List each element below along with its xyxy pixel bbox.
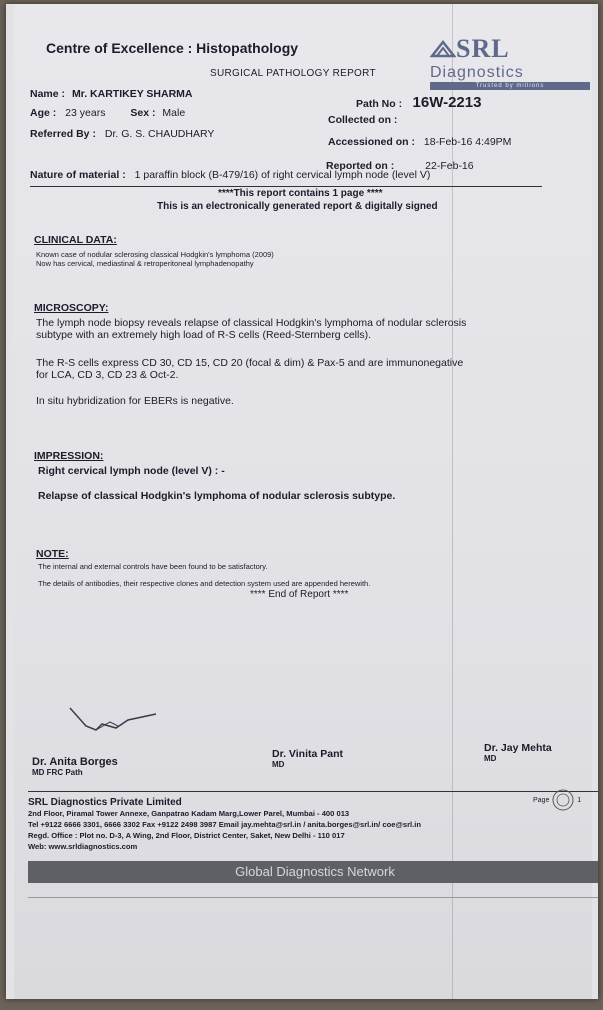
signatory-3 bbox=[484, 742, 552, 763]
impression-diagnosis: Relapse of classical Hodgkin's lymphoma of nodular sclerosis subtype. bbox=[38, 490, 396, 502]
note-heading: NOTE: bbox=[36, 548, 69, 560]
signatory-1 bbox=[32, 756, 118, 777]
header-rule bbox=[30, 186, 542, 187]
microscopy-paragraph-3: In situ hybridization for EBERs is negative. bbox=[36, 395, 234, 407]
accessioned-label: Accessioned on : bbox=[328, 136, 415, 148]
report-page bbox=[6, 4, 598, 999]
report-type: SURGICAL PATHOLOGY REPORT bbox=[210, 68, 376, 79]
material-row bbox=[30, 169, 430, 181]
signatory-3-title: MD bbox=[484, 754, 497, 763]
collected-row bbox=[328, 114, 403, 126]
signatory-1-name: Dr. Anita Borges bbox=[32, 756, 118, 768]
signatory-2-name: Dr. Vinita Pant bbox=[272, 748, 343, 760]
signatory-3-name: Dr. Jay Mehta bbox=[484, 742, 552, 754]
electronic-notice: This is an electronically generated report & digitally signed bbox=[157, 201, 438, 212]
referred-by: Dr. G. S. CHAUDHARY bbox=[104, 128, 215, 140]
footer-web: Web: www.srldiagnostics.com bbox=[28, 842, 138, 851]
referred-row bbox=[30, 128, 214, 140]
global-network-band: Global Diagnostics Network bbox=[28, 861, 598, 883]
signature-scribble-icon bbox=[66, 700, 166, 740]
patient-name: Mr. KARTIKEY SHARMA bbox=[71, 88, 193, 100]
srl-logo bbox=[430, 34, 595, 90]
microscopy-heading: MICROSCOPY: bbox=[34, 302, 109, 314]
reported-value: 22-Feb-16 bbox=[425, 160, 474, 172]
impression-site: Right cervical lymph node (level V) : - bbox=[38, 465, 225, 477]
clinical-heading: CLINICAL DATA: bbox=[34, 234, 117, 246]
footer-regd: Regd. Office : Plot no. D-3, A Wing, 2nd Floor, District Center, Saket, New Delhi - 110 017 bbox=[28, 831, 345, 840]
logo-name: SRL bbox=[456, 34, 510, 63]
logo-tagline: Trusted by millions bbox=[430, 82, 590, 90]
footer-company: SRL Diagnostics Private Limited bbox=[28, 797, 182, 808]
page-indicator bbox=[533, 788, 581, 812]
path-number: 16W-2213 bbox=[412, 94, 482, 111]
footer-address: 2nd Floor, Piramal Tower Annexe, Ganpatrao Kadam Marg,Lower Parel, Mumbai - 400 013 bbox=[28, 809, 350, 818]
collected-label: Collected on : bbox=[328, 114, 398, 126]
name-label: Name : bbox=[30, 88, 66, 100]
pages-notice: ****This report contains 1 page **** bbox=[218, 188, 383, 199]
microscopy-paragraph-1: The lymph node biopsy reveals relapse of classical Hodgkin's lymphoma of nodular sclerosis subtype with an extremely high load of R-S cells (Reed-Sternberg cells). bbox=[36, 317, 467, 341]
seal-icon bbox=[551, 788, 575, 812]
accessioned-value: 18-Feb-16 4:49PM bbox=[423, 136, 512, 148]
signatory-2 bbox=[272, 748, 343, 769]
note-line-1: The internal and external controls have been found to be satisfactory. bbox=[38, 562, 268, 571]
signatory-2-title: MD bbox=[272, 760, 285, 769]
footer-rule bbox=[28, 791, 598, 792]
logo-emblem-icon bbox=[430, 38, 456, 60]
name-row bbox=[30, 88, 193, 100]
sex-label: Sex : bbox=[130, 107, 156, 119]
accessioned-row bbox=[328, 136, 511, 148]
clinical-line-2: Now has cervical, mediastinal & retroperitoneal lymphadenopathy bbox=[36, 259, 254, 268]
footer-contact: Tel +9122 6666 3301, 6666 3302 Fax +9122 2498 3987 Email jay.mehta@srl.in / anita.borges@srl.in/ coe@srl.in bbox=[28, 820, 421, 829]
material-label: Nature of material : bbox=[30, 169, 126, 181]
path-row bbox=[356, 94, 481, 112]
logo-sub: Diagnostics bbox=[430, 64, 524, 81]
material-value: 1 paraffin block (B-479/16) of right cervical lymph node (level V) bbox=[134, 169, 431, 181]
paper-fold bbox=[452, 4, 453, 999]
referred-label: Referred By : bbox=[30, 128, 96, 140]
reported-label: Reported on : bbox=[326, 160, 395, 172]
path-label: Path No : bbox=[356, 98, 403, 110]
clinical-line-1: Known case of nodular sclerosing classical Hodgkin's lymphoma (2009) bbox=[36, 250, 274, 259]
age-sex-row bbox=[30, 107, 185, 119]
patient-age: 23 years bbox=[65, 107, 106, 119]
age-label: Age : bbox=[30, 107, 57, 119]
signatory-1-title: MD FRC Path bbox=[32, 768, 83, 777]
patient-sex: Male bbox=[162, 107, 186, 119]
note-line-2: The details of antibodies, their respective clones and detection system used are appended herewith. bbox=[38, 579, 371, 588]
bottom-rule bbox=[28, 897, 598, 898]
clinical-text bbox=[36, 250, 274, 268]
footer-lines bbox=[28, 809, 421, 851]
microscopy-paragraph-2: The R-S cells express CD 30, CD 15, CD 20 (focal & dim) & Pax-5 and are immunonegative for LCA, CD 3, CD 23 & Oct-2. bbox=[36, 357, 464, 381]
page-label: Page bbox=[533, 796, 550, 804]
report-sheet bbox=[14, 4, 592, 999]
end-of-report: **** End of Report **** bbox=[250, 589, 349, 600]
page-number: 1 bbox=[577, 796, 582, 804]
centre-title: Centre of Excellence : Histopathology bbox=[46, 40, 299, 56]
impression-heading: IMPRESSION: bbox=[34, 450, 104, 462]
